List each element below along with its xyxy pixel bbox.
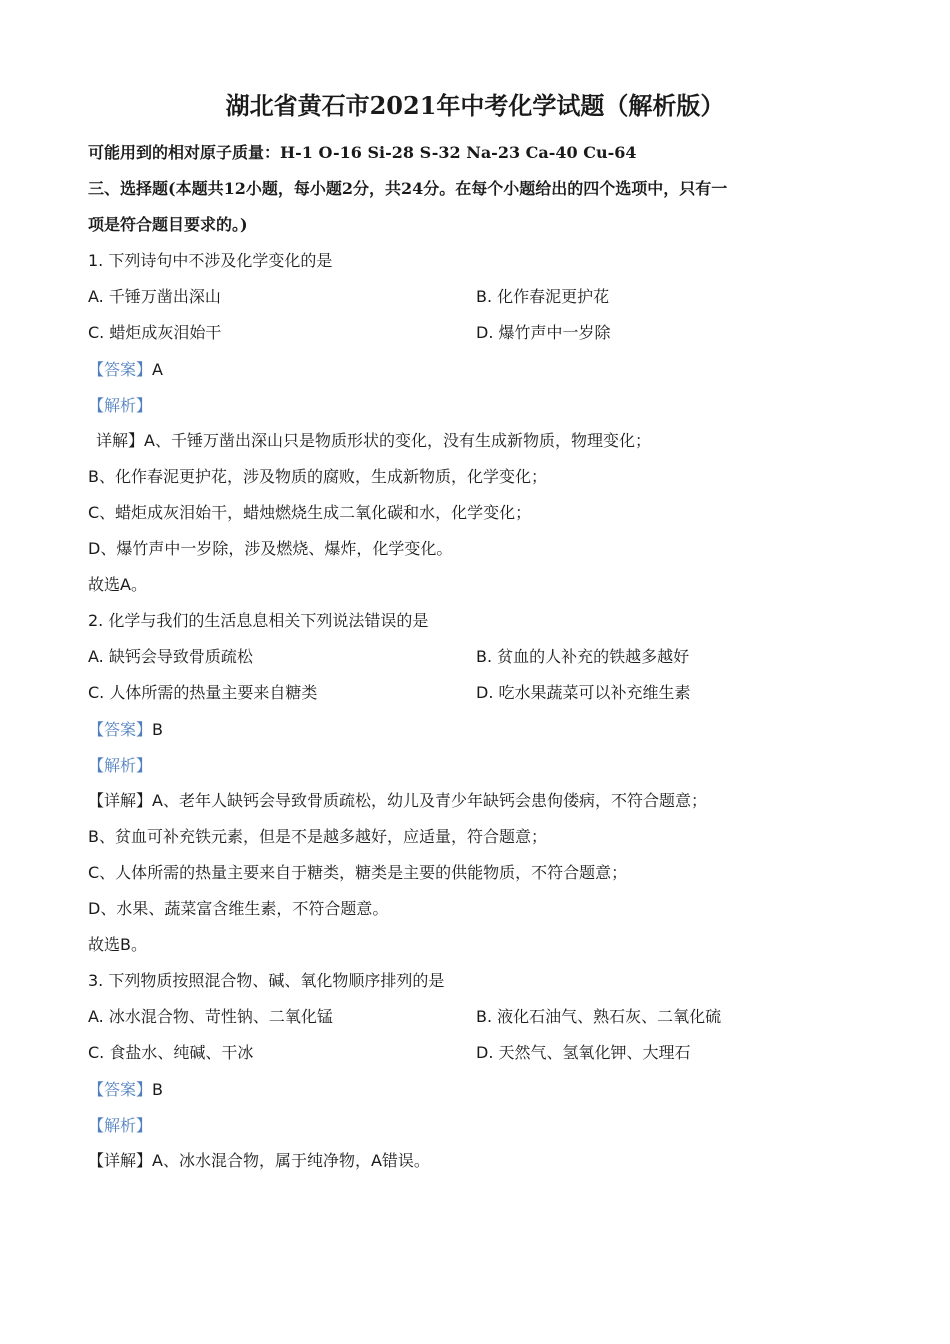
q1-option-b: B. 化作春泥更护花 <box>476 287 610 306</box>
q3-analysis-line: 【详解】A、冰水混合物，属于纯净物，A错误。 <box>88 1151 430 1170</box>
q3-analysis-tag: 【解析】 <box>88 1116 153 1135</box>
q2-analysis-line: B、贫血可补充铁元素，但是不是越多越好，应适量，符合题意； <box>88 827 547 846</box>
q1-analysis-line: 详解】A、千锤万凿出深山只是物质形状的变化，没有生成新物质，物理变化； <box>96 431 651 450</box>
q2-analysis-line: C、人体所需的热量主要来自于糖类，糖类是主要的供能物质，不符合题意； <box>88 863 628 882</box>
document-title: 湖北省黄石市2021年中考化学试题（解析版） <box>225 91 725 120</box>
answer-tag: 【答案】 <box>88 720 153 739</box>
q2-answer <box>88 719 163 741</box>
q2-option-a: A. 缺钙会导致骨质疏松 <box>88 647 253 666</box>
q2-option-b: B. 贫血的人补充的铁越多越好 <box>476 647 690 666</box>
answer-tag: 【答案】 <box>88 1080 153 1099</box>
q2-option-c: C. 人体所需的热量主要来自糖类 <box>88 683 318 702</box>
q1-option-c: C. 蜡炬成灰泪始干 <box>88 323 222 342</box>
q1-analysis-line: C、蜡炬成灰泪始干，蜡烛燃烧生成二氧化碳和水，化学变化； <box>88 503 532 522</box>
answer-value: A <box>152 360 163 379</box>
q1-analysis-line: D、爆竹声中一岁除，涉及燃烧、爆炸，化学变化。 <box>88 539 453 558</box>
atomic-masses-note: 可能用到的相对原子质量：H-1 O-16 Si-28 S-32 Na-23 Ca-40 Cu-64 <box>88 143 637 162</box>
q3-option-c: C. 食盐水、纯碱、干冰 <box>88 1043 254 1062</box>
q1-option-a: A. 千锤万凿出深山 <box>88 287 221 306</box>
q2-analysis-tag: 【解析】 <box>88 756 153 775</box>
q2-analysis-line: 【详解】A、老年人缺钙会导致骨质疏松，幼儿及青少年缺钙会患佝偻病，不符合题意； <box>88 791 707 810</box>
q1-option-d: D. 爆竹声中一岁除 <box>476 323 611 342</box>
q3-answer <box>88 1079 163 1101</box>
q3-option-b: B. 液化石油气、熟石灰、二氧化硫 <box>476 1007 722 1026</box>
answer-tag: 【答案】 <box>88 360 153 379</box>
q3-option-d: D. 天然气、氢氧化钾、大理石 <box>476 1043 691 1062</box>
q1-answer <box>88 359 163 381</box>
q1-analysis-line: B、化作春泥更护花，涉及物质的腐败，生成新物质，化学变化； <box>88 467 547 486</box>
answer-value: B <box>152 1080 163 1099</box>
q2-conclusion: 故选B。 <box>88 935 147 954</box>
section-heading-line2: 项是符合题目要求的。) <box>88 215 248 234</box>
q2-option-d: D. 吃水果蔬菜可以补充维生素 <box>476 683 691 702</box>
answer-value: B <box>152 720 163 739</box>
q3-stem: 3. 下列物质按照混合物、碱、氧化物顺序排列的是 <box>88 971 445 990</box>
q1-analysis-tag: 【解析】 <box>88 396 153 415</box>
q3-option-a: A. 冰水混合物、苛性钠、二氧化锰 <box>88 1007 333 1026</box>
q1-conclusion: 故选A。 <box>88 575 147 594</box>
q1-stem: 1. 下列诗句中不涉及化学变化的是 <box>88 251 333 270</box>
q2-stem: 2. 化学与我们的生活息息相关下列说法错误的是 <box>88 611 429 630</box>
q2-analysis-line: D、水果、蔬菜富含维生素，不符合题意。 <box>88 899 389 918</box>
section-heading-line1: 三、选择题(本题共12小题，每小题2分，共24分。在每个小题给出的四个选项中，只有一 <box>88 179 728 198</box>
